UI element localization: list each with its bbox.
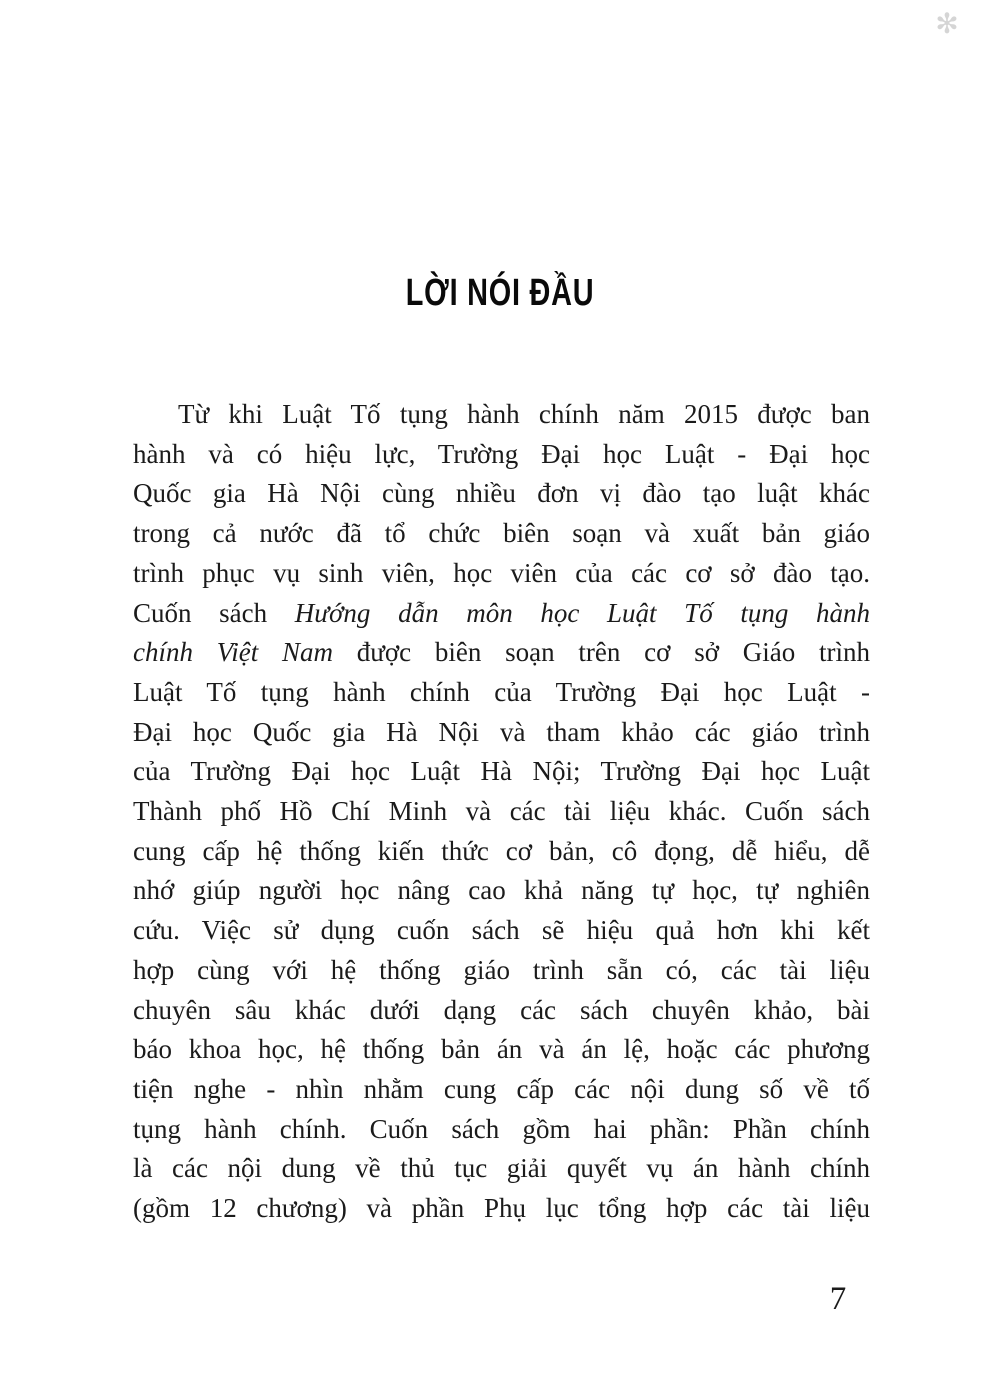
text-line — [133, 713, 870, 753]
text-line — [133, 474, 870, 514]
text-line — [133, 514, 870, 554]
text-segment: Thành phố Hồ Chí Minh và các tài liệu khác. Cuốn sách — [133, 796, 870, 827]
text-line — [133, 633, 870, 673]
text-line — [133, 951, 870, 991]
text-segment: của Trường Đại học Luật Hà Nội; Trường Đại học Luật — [133, 756, 870, 787]
text-line — [133, 1189, 870, 1229]
text-segment: hợp cùng với hệ thống giáo trình sẵn có, các tài liệu — [133, 954, 870, 985]
text-line — [133, 991, 870, 1031]
text-line — [133, 871, 870, 911]
text-segment: Đại học Quốc gia Hà Nội và tham khảo các giáo trình — [133, 716, 870, 747]
text-line — [133, 395, 870, 435]
text-line — [133, 1110, 870, 1150]
text-segment: Cuốn sách — [133, 597, 295, 628]
body-text — [133, 395, 870, 1229]
text-segment: chuyên sâu khác dưới dạng các sách chuyên khảo, bài — [133, 994, 870, 1025]
text-segment: được biên soạn trên cơ sở Giáo trình — [333, 637, 870, 668]
text-line — [133, 435, 870, 475]
text-line — [133, 1070, 870, 1110]
text-segment: nhớ giúp người học nâng cao khả năng tự học, tự nghiên — [133, 875, 870, 906]
text-segment: (gồm 12 chương) và phần Phụ lục tổng hợp các tài liệu — [133, 1193, 870, 1224]
text-segment: Luật Tố tụng hành chính của Trường Đại học Luật - — [133, 676, 870, 707]
italic-text-segment: Hướng dẫn môn học Luật Tố tụng hành — [294, 597, 871, 628]
text-line — [133, 673, 870, 713]
text-segment: là các nội dung về thủ tục giải quyết vụ án hành chính — [133, 1153, 870, 1184]
text-line — [133, 554, 870, 594]
text-segment: tụng hành chính. Cuốn sách gồm hai phần: Phần chính — [133, 1113, 870, 1144]
page-title-text: LỜI NÓI ĐẦU — [405, 272, 595, 314]
text-segment: Quốc gia Hà Nội cùng nhiều đơn vị đào tạo luật khác — [133, 478, 870, 509]
text-segment: Từ khi Luật Tố tụng hành chính năm 2015 được ban — [178, 399, 870, 429]
text-segment: cung cấp hệ thống kiến thức cơ bản, cô đọng, dễ hiểu, dễ — [133, 835, 870, 866]
text-line — [133, 832, 870, 872]
text-segment: trong cả nước đã tổ chức biên soạn và xuất bản giáo — [133, 518, 870, 549]
text-segment: báo khoa học, hệ thống bản án và án lệ, hoặc các phương — [133, 1034, 870, 1065]
text-line — [133, 792, 870, 832]
text-line — [133, 752, 870, 792]
text-segment: hành và có hiệu lực, Trường Đại học Luật - Đại học — [133, 438, 870, 469]
page-title — [0, 271, 1000, 315]
text-segment: cứu. Việc sử dụng cuốn sách sẽ hiệu quả hơn khi kết — [133, 915, 870, 946]
text-line — [133, 1030, 870, 1070]
italic-text-segment: chính Việt Nam — [133, 637, 333, 668]
text-line — [133, 594, 870, 634]
text-segment: tiện nghe - nhìn nhằm cung cấp các nội dung số về tố — [133, 1073, 870, 1104]
text-line — [133, 911, 870, 951]
flower-ornament-icon: ✻ — [935, 7, 959, 40]
text-segment: trình phục vụ sinh viên, học viên của các cơ sở đào tạo. — [133, 557, 870, 588]
text-line — [133, 1149, 870, 1189]
page-number: 7 — [829, 1281, 847, 1317]
